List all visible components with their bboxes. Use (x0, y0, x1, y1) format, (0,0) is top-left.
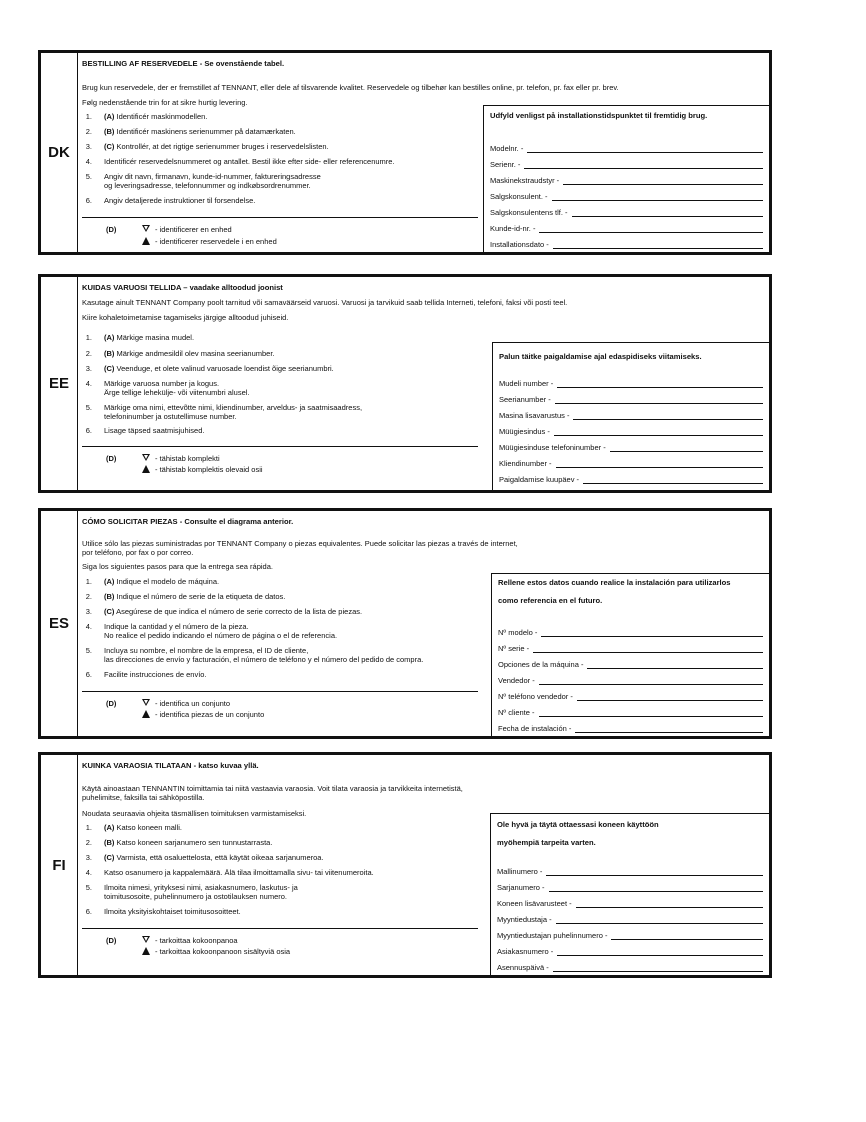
section-title: KUINKA VARAOSIA TILATAAN - katso kuvaa yllä. (82, 761, 259, 770)
solid-triangle-icon (142, 710, 150, 718)
blank-line[interactable] (576, 898, 763, 908)
form-field[interactable]: Maskinekstraudstyr - (490, 173, 763, 185)
form-field[interactable]: Paigaldamise kuupäev - (499, 472, 763, 484)
form-field[interactable]: Nº teléfono vendedor - (498, 689, 763, 701)
form-field[interactable]: Mallinumero - (497, 864, 763, 876)
info-box-title: Palun täitke paigaldamise ajal edaspidiseks viitamiseks. (499, 352, 702, 361)
info-box-title: Rellene estos datos cuando realice la instalación para utilizarlos como referencia en el futuro. (498, 578, 731, 605)
section-ee (38, 274, 772, 493)
solid-triangle-icon (142, 237, 150, 245)
blank-line[interactable] (554, 426, 763, 436)
blank-line[interactable] (557, 946, 763, 956)
form-field[interactable]: Asennuspäivä - (497, 960, 763, 972)
form-field[interactable]: Opciones de la máquina - (498, 657, 763, 669)
form-field[interactable]: Seerianumber - (499, 392, 763, 404)
open-triangle-icon (142, 699, 150, 706)
info-box-title: Udfyld venligst på installationstidspunktet til fremtidig brug. (490, 111, 708, 120)
form-field[interactable]: Sarjanumero - (497, 880, 763, 892)
form-field[interactable]: Salgskonsulent. - (490, 189, 763, 201)
form-field[interactable]: Mudeli number - (499, 376, 763, 388)
divider (82, 446, 478, 447)
divider (82, 217, 478, 218)
form-field[interactable]: Modelnr. - (490, 141, 763, 153)
section-title: BESTILLING AF RESERVEDELE - Se ovenstående tabel. (82, 59, 285, 68)
blank-line[interactable] (553, 962, 763, 972)
section-es (38, 508, 772, 739)
language-code: DK (41, 53, 78, 252)
intro-text: Noudata seuraavia ohjeita täsmällisen toimituksen varmistamiseksi. (82, 809, 307, 818)
blank-line[interactable] (549, 882, 763, 892)
info-box (491, 573, 769, 739)
intro-text: Kasutage ainult TENNANT Company poolt tarnitud või samaväärseid varuosi. Varuosi ja tarvikuid saab tellida Interneti, telefoni, faksi või posti teel. (82, 298, 568, 307)
blank-line[interactable] (539, 675, 763, 685)
info-box (490, 813, 769, 978)
blank-line[interactable] (563, 175, 763, 185)
form-field[interactable]: Koneen lisävarusteet - (497, 896, 763, 908)
section-title: CÓMO SOLICITAR PIEZAS - Consulte el diagrama anterior. (82, 517, 294, 526)
solid-triangle-icon (142, 465, 150, 473)
form-field[interactable]: Fecha de instalación - (498, 721, 763, 733)
divider (82, 928, 478, 929)
blank-line[interactable] (539, 707, 763, 717)
blank-line[interactable] (557, 378, 763, 388)
form-field[interactable]: Kunde-id-nr. - (490, 221, 763, 233)
form-field[interactable]: Asiakasnumero - (497, 944, 763, 956)
info-box-title: Ole hyvä ja täytä ottaessasi koneen käyttöön myöhempiä tarpeita varten. (497, 820, 659, 847)
intro-text: Følg nedenstående trin for at sikre hurtig levering. (82, 98, 248, 107)
section-title: KUIDAS VARUOSI TELLIDA – vaadake alltoodud joonist (82, 283, 283, 292)
intro-text: Kiire kohaletoimetamise tagamiseks järgige alltoodud juhiseid. (82, 313, 289, 322)
blank-line[interactable] (539, 223, 763, 233)
section-body: KUIDAS VARUOSI TELLIDA – vaadake alltoodud joonist Kasutage ainult TENNANT Company poolt tarnitud või samaväärseid varuosi. Varuosi ja tarvikuid saab tellida Interneti, telefoni, faksi või posti teel. Kiire kohaletoimetamise tagamiseks järgige alltoodud juhiseid. 1. (A) Märkige masina mudel. 2. (B) Märkige andmesildil olev masina seerianumber. 3. (C) Veenduge, et olete valinud varuosade loendist õige seerianumbri. 4. Märkige varuosa number ja kogus. Ärge tellige leheküljе- või viitenumbri alusel. 5. Märkige oma nimi, ettevõtte nimi, kliendinumber, arveldus- ja saatmisaadress, telefoninumber ja ostutellimuse number. 6. Lisage täpsed saatmisjuhised. (D) - tähistab komplekti - tähistab komplektis olevaid osii Palun täitke paigaldamise ajal edaspidiseks viitamiseks. Mudeli number - Seerianumber - Masina lisavarustus - Müügiesindus - Müügiesinduse telefoninumber - Kliendinumber - Paigaldamise kuupäev - (82, 277, 765, 490)
form-field[interactable]: Müügiesinduse telefoninumber - (499, 440, 763, 452)
form-field[interactable]: Müügiesindus - (499, 424, 763, 436)
form-field[interactable]: Vendedor - (498, 673, 763, 685)
form-field[interactable]: Nº modelo - (498, 625, 763, 637)
info-box (492, 342, 769, 493)
divider (82, 691, 478, 692)
blank-line[interactable] (577, 691, 763, 701)
form-field[interactable]: Installationsdato - (490, 237, 763, 249)
blank-line[interactable] (611, 930, 763, 940)
blank-line[interactable] (610, 442, 763, 452)
blank-line[interactable] (555, 394, 763, 404)
language-code: EE (41, 277, 78, 490)
form-field[interactable]: Nº cliente - (498, 705, 763, 717)
form-field[interactable]: Myyntiedustajan puhelinnumero - (497, 928, 763, 940)
language-code: ES (41, 511, 78, 736)
intro-text: Utilice sólo las piezas suministradas por TENNANT Company o piezas equivalentes. Puede solicitar las piezas a través de internet, por teléfono, por fax o por correo. (82, 539, 518, 557)
intro-text: Siga los siguientes pasos para que la entrega sea rápida. (82, 562, 273, 571)
form-field[interactable]: Masina lisavarustus - (499, 408, 763, 420)
section-dk (38, 50, 772, 255)
blank-line[interactable] (572, 207, 763, 217)
intro-text: Brug kun reservedele, der er fremstillet af TENNANT, eller dele af tilsvarende kvalitet. Reservedele og tilbehør kan bestilles online, pr. telefon, pr. fax eller pr. brev. (82, 83, 619, 92)
intro-text: Käytä ainoastaan TENNANTIN toimittamia tai niitä vastaavia varaosia. Voit tilata varaosia ja tarvikkeita internetistä, puhelimitse, faksilla tai sähköpostilla. (82, 784, 463, 802)
section-body: CÓMO SOLICITAR PIEZAS - Consulte el diagrama anterior. Utilice sólo las piezas suministradas por TENNANT Company o piezas equivalentes. Puede solicitar las piezas a través de internet, por teléfono, por fax o por correo. Siga los siguientes pasos para que la entrega sea rápida. 1. (A) Indique el modelo de máquina. 2. (B) Indique el número de serie de la etiqueta de datos. 3. (C) Asegúrese de que indica el número de serie correcto de la lista de piezas. 4. Indique la cantidad y el número de la pieza. No realice el pedido indicando el número de página o el de referencia. 5. Incluya su nombre, el nombre de la empresa, el ID de cliente, las direcciones de envío y facturación, el número de teléfono y el número del pedido de compra. 6. Facilite instrucciones de envío. (D) - identifica un conjunto - identifica piezas de un conjunto Rellene estos datos cuando realice la instalación para utilizarlos como referencia en el futuro. Nº modelo - Nº serie - Opciones de la máquina - Vendedor - Nº teléfono vendedor - Nº cliente - Fecha de instalación - (82, 511, 765, 736)
blank-line[interactable] (546, 866, 763, 876)
section-fi (38, 752, 772, 978)
blank-line[interactable] (587, 659, 763, 669)
blank-line[interactable] (575, 723, 763, 733)
blank-line[interactable] (533, 643, 763, 653)
blank-line[interactable] (553, 239, 763, 249)
blank-line[interactable] (524, 159, 763, 169)
form-field[interactable]: Serienr. - (490, 157, 763, 169)
form-field[interactable]: Salgskonsulentens tlf. - (490, 205, 763, 217)
blank-line[interactable] (541, 627, 763, 637)
solid-triangle-icon (142, 947, 150, 955)
blank-line[interactable] (527, 143, 763, 153)
blank-line[interactable] (583, 474, 763, 484)
blank-line[interactable] (573, 410, 763, 420)
section-body: KUINKA VARAOSIA TILATAAN - katso kuvaa yllä. Käytä ainoastaan TENNANTIN toimittamia tai niitä vastaavia varaosia. Voit tilata varaosia ja tarvikkeita internetistä, puhelimitse, faksilla tai sähköpostilla. Noudata seuraavia ohjeita täsmällisen toimituksen varmistamiseksi. 1. (A) Katso koneen malli. 2. (B) Katso koneen sarjanumero sen tunnustarrasta. 3. (C) Varmista, että osaluettelosta, että käytät oikeaa sarjanumeroa. 4. Katso osanumero ja kappalemäärä. Älä tilaa ilmoittamalla sivu- tai viitenumeroita. 5. Ilmoita nimesi, yrityksesi nimi, asiakasnumero, laskutus- ja toimitusosoite, puhelinnumero ja ostotilauksen numero. 6. Ilmoita yksityiskohtaiset toimitusosoitteet. (D) - tarkoittaa kokoonpanoa - tarkoittaa kokoonpanoon sisältyviä osia Ole hyvä ja täytä ottaessasi koneen käyttöön myöhempiä tarpeita varten. Mallinumero - Sarjanumero - Koneen lisävarusteet - Myyntiedustaja - Myyntiedustajan puhelinnumero - Asiakasnumero - Asennuspäivä - (82, 755, 765, 975)
blank-line[interactable] (556, 458, 763, 468)
open-triangle-icon (142, 454, 150, 461)
blank-line[interactable] (556, 914, 763, 924)
form-field[interactable]: Kliendinumber - (499, 456, 763, 468)
open-triangle-icon (142, 936, 150, 943)
blank-line[interactable] (552, 191, 763, 201)
open-triangle-icon (142, 225, 150, 232)
language-code: FI (41, 755, 78, 975)
section-body: BESTILLING AF RESERVEDELE - Se ovenstående tabel. Brug kun reservedele, der er fremstillet af TENNANT, eller dele af tilsvarende kvalitet. Reservedele og tilbehør kan bestilles online, pr. telefon, pr. fax eller pr. brev. Følg nedenstående trin for at sikre hurtig levering. 1. (A) Identificér maskinmodellen. 2. (B) Identificér maskinens serienummer på datamærkaten. 3. (C) Kontrollér, at det rigtige serienummer bruges i reservedelslisten. 4. Identificér reservedelsnummeret og antallet. Bestil ikke efter side- eller referencenumre. 5. Angiv dit navn, firmanavn, kunde-id-nummer, faktureringsadresse og leveringsadresse, telefonnummer og indkøbsordrenummer. 6. Angiv detaljerede instruktioner til forsendelse. (D) - identificerer en enhed - identificerer reservedele i en enhed Udfyld venligst på installationstidspunktet til fremtidig brug. Modelnr. - Serienr. - Maskinekstraudstyr - Salgskonsulent. - Salgskonsulentens tlf. - Kunde-id-nr. - Installationsdato - (82, 53, 765, 252)
form-field[interactable]: Nº serie - (498, 641, 763, 653)
form-field[interactable]: Myyntiedustaja - (497, 912, 763, 924)
info-box (483, 105, 769, 255)
